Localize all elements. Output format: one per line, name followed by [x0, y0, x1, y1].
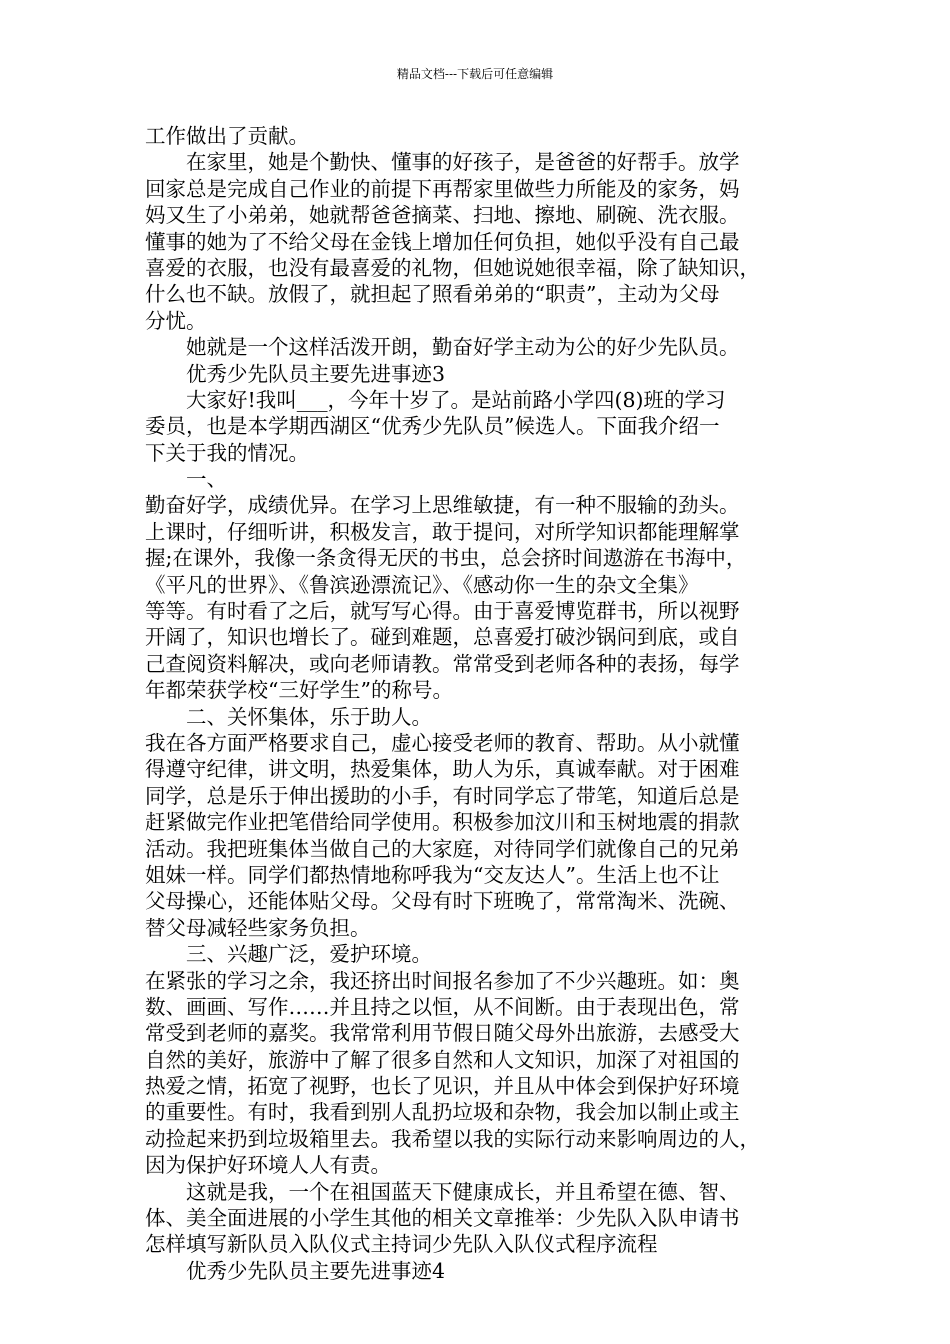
text-line: 己查阅资料解决，或向老师请教。常常受到老师各种的表扬，每学	[145, 651, 740, 676]
text-line: 动捡起来扔到垃圾箱里去。我希望以我的实际行动来影响周边的人，	[145, 1126, 760, 1151]
text-line: 姐妹一样。同学们都热情地称呼我为“交友达人”。生活上也不让	[145, 862, 720, 887]
text-line: 在紧张的学习之余，我还挤出时间报名参加了不少兴趣班。如：奥	[145, 968, 740, 993]
text-line: 替父母减轻些家务负担。	[145, 915, 371, 940]
text-line: 怎样填写新队员入队仪式主持词少先队入队仪式程序流程	[145, 1232, 658, 1257]
text-line: 父母操心，还能体贴父母。父母有时下班晚了，常常淘米、洗碗、	[145, 889, 740, 914]
text-line: 回家总是完成自己作业的前提下再帮家里做些力所能及的家务，妈	[145, 176, 740, 201]
text-line: 同学，总是乐于伸出援助的小手，有时同学忘了带笔，知道后总是	[145, 783, 740, 808]
text-line: 一、	[145, 467, 227, 492]
text-line: 大家好!我叫___，今年十岁了。是站前路小学四(8)班的学习	[145, 387, 726, 412]
text-line: 上课时，仔细听讲，积极发言，敢于提问，对所学知识都能理解掌	[145, 519, 740, 544]
text-line: 握;在课外，我像一条贪得无厌的书虫，总会挤时间遨游在书海中，	[145, 546, 747, 571]
text-line: 三、兴趣广泛，爱护环境。	[145, 942, 432, 967]
text-line: 委员，也是本学期西湖区“优秀少先队员”候选人。下面我介绍一	[145, 414, 720, 439]
text-line: 体、美全面进展的小学生其他的相关文章推举：少先队入队申请书	[145, 1206, 740, 1231]
text-line: 赶紧做完作业把笔借给同学使用。积极参加汶川和玉树地震的捐款	[145, 810, 740, 835]
text-line: 自然的美好，旅游中了解了很多自然和人文知识，加深了对祖国的	[145, 1047, 740, 1072]
text-line: 勤奋好学，成绩优异。在学习上思维敏捷，有一种不服输的劲头。	[145, 493, 740, 518]
text-line: 工作做出了贡献。	[145, 124, 309, 148]
text-line: 年都荣获学校“三好学生”的称号。	[145, 678, 453, 703]
text-line: 得遵守纪律，讲文明，热爱集体，助人为乐，真诚奉献。对于困难	[145, 757, 740, 782]
text-line: 《平凡的世界》、《鲁滨逊漂流记》、《感动你一生的杂文全集》	[145, 572, 699, 597]
text-line: 下关于我的情况。	[145, 440, 309, 465]
text-line: 我在各方面严格要求自己，虚心接受老师的教育、帮助。从小就懂	[145, 730, 740, 755]
text-line: 开阔了，知识也增长了。碰到难题，总喜爱打破沙锅问到底，或自	[145, 625, 740, 650]
text-line: 懂事的她为了不给父母在金钱上增加任何负担，她似乎没有自己最	[145, 229, 740, 254]
text-line: 因为保护好环境人人有责。	[145, 1153, 391, 1178]
text-line: 什么也不缺。放假了，就担起了照看弟弟的“职责”，主动为父母	[145, 282, 720, 307]
page-header: 精品文档---下载后可任意编辑	[396, 67, 554, 81]
text-line: 活动。我把班集体当做自己的大家庭，对待同学们就像自己的兄弟	[145, 836, 740, 861]
text-line: 的重要性。有时，我看到别人乱扔垃圾和杂物，我会加以制止或主	[145, 1100, 740, 1125]
text-line: 这就是我，一个在祖国蓝天下健康成长，并且希望在德、智、	[145, 1179, 740, 1204]
text-line: 喜爱的衣服，也没有最喜爱的礼物，但她说她很幸福，除了缺知识，	[145, 255, 760, 280]
text-line: 在家里，她是个勤快、懂事的好孩子，是爸爸的好帮手。放学	[145, 150, 740, 175]
text-line: 常受到老师的嘉奖。我常常利用节假日随父母外出旅游，去感受大	[145, 1021, 740, 1046]
text-line: 数、画画、写作……并且持之以恒，从不间断。由于表现出色，常	[145, 994, 740, 1019]
text-line: 优秀少先队员主要先进事迹4	[145, 1258, 446, 1283]
text-line: 热爱之情，拓宽了视野，也长了见识，并且从中体会到保护好环境	[145, 1074, 740, 1099]
text-line: 分忧。	[145, 308, 207, 333]
text-line: 优秀少先队员主要先进事迹3	[145, 361, 446, 386]
text-line: 妈又生了小弟弟，她就帮爸爸摘菜、扫地、擦地、刷碗、洗衣服。	[145, 203, 740, 228]
text-line: 二、关怀集体，乐于助人。	[145, 704, 432, 729]
text-line: 她就是一个这样活泼开朗，勤奋好学主动为公的好少先队员。	[145, 335, 740, 360]
text-line: 等等。有时看了之后，就写写心得。由于喜爱博览群书，所以视野	[145, 599, 740, 624]
document-body	[145, 123, 823, 1284]
